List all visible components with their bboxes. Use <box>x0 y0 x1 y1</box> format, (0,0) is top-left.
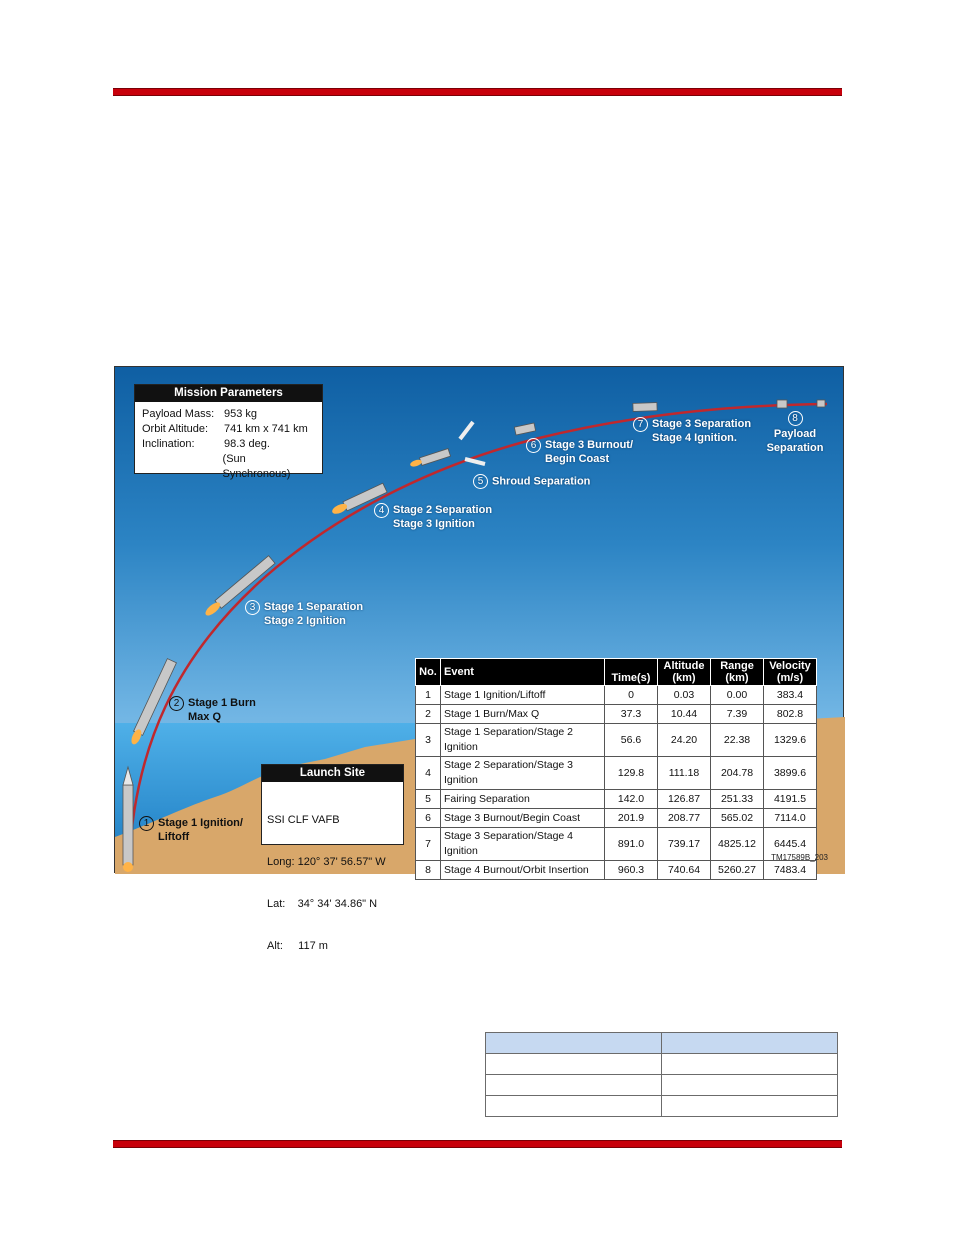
event-timeline-table <box>415 658 817 880</box>
cell-altitude: 208.77 <box>658 809 711 828</box>
table-row <box>416 705 817 724</box>
cell-no: 7 <box>416 828 441 861</box>
event-label-7: 7 Stage 3 Separation Stage 4 Ignition. <box>633 417 751 445</box>
cell-range: 565.02 <box>711 809 764 828</box>
table-cell <box>486 1096 662 1117</box>
table-row <box>416 809 817 828</box>
rocket-coast <box>514 423 535 435</box>
cell-altitude: 0.03 <box>658 686 711 705</box>
cell-altitude: 740.64 <box>658 861 711 880</box>
cell-altitude: 10.44 <box>658 705 711 724</box>
cell-velocity: 802.8 <box>764 705 817 724</box>
cell-time: 37.3 <box>605 705 658 724</box>
bottom-footer-bar <box>113 1140 842 1148</box>
cell-range: 4825.12 <box>711 828 764 861</box>
rocket-liftoff <box>123 767 133 872</box>
cell-range: 204.78 <box>711 757 764 790</box>
event-label-3: 3 Stage 1 Separation Stage 2 Ignition <box>245 600 363 628</box>
cell-event: Stage 4 Burnout/Orbit Insertion <box>441 861 605 880</box>
cell-no: 1 <box>416 686 441 705</box>
col-event: Event <box>441 659 605 686</box>
event-label-1: 1 Stage 1 Ignition/ Liftoff <box>139 816 243 844</box>
table-cell <box>662 1075 838 1096</box>
cell-time: 891.0 <box>605 828 658 861</box>
event-label-2: 2 Stage 1 Burn Max Q <box>169 696 256 724</box>
cell-no: 2 <box>416 705 441 724</box>
mission-row: (Sun Synchronous) <box>222 453 291 480</box>
cell-velocity: 3899.6 <box>764 757 817 790</box>
table-row <box>486 1096 838 1117</box>
table-cell <box>486 1075 662 1096</box>
col-altitude: Altitude (km) <box>658 659 711 686</box>
cell-velocity: 7483.4 <box>764 861 817 880</box>
figure-code: TM17589B_203 <box>771 853 828 862</box>
mission-parameters-title: Mission Parameters <box>135 385 322 402</box>
col-no: No. <box>416 659 441 686</box>
fairing-half-top <box>460 422 473 439</box>
rocket-shroud <box>409 449 450 469</box>
table-cell <box>662 1033 838 1054</box>
table-row <box>416 724 817 757</box>
launch-site-line: Lat: 34° 34' 34.86" N <box>267 898 378 910</box>
cell-no: 4 <box>416 757 441 790</box>
rocket-stage4 <box>633 403 657 412</box>
cell-velocity: 383.4 <box>764 686 817 705</box>
cell-velocity: 6445.4 <box>764 828 817 861</box>
table-row <box>486 1075 838 1096</box>
col-time: Time(s) <box>605 659 658 686</box>
col-velocity: Velocity (m/s) <box>764 659 817 686</box>
event-label-5: 5 Shroud Separation <box>473 474 590 489</box>
cell-range: 251.33 <box>711 790 764 809</box>
cell-velocity: 7114.0 <box>764 809 817 828</box>
cell-no: 5 <box>416 790 441 809</box>
cell-event: Stage 3 Separation/Stage 4 Ignition <box>441 828 605 861</box>
mission-row: Orbit Altitude: 741 km x 741 km <box>142 423 308 435</box>
event-label-4: 4 Stage 2 Separation Stage 3 Ignition <box>374 503 492 531</box>
table-row <box>416 686 817 705</box>
cell-event: Stage 1 Ignition/Liftoff <box>441 686 605 705</box>
table-cell <box>662 1054 838 1075</box>
table-header-row <box>486 1033 838 1054</box>
cell-event: Stage 1 Separation/Stage 2 Ignition <box>441 724 605 757</box>
cell-time: 201.9 <box>605 809 658 828</box>
cell-time: 129.8 <box>605 757 658 790</box>
cell-event: Stage 3 Burnout/Begin Coast <box>441 809 605 828</box>
cell-altitude: 24.20 <box>658 724 711 757</box>
table-row <box>486 1054 838 1075</box>
cell-range: 22.38 <box>711 724 764 757</box>
table-cell <box>662 1096 838 1117</box>
cell-no: 3 <box>416 724 441 757</box>
cell-event: Fairing Separation <box>441 790 605 809</box>
cell-velocity: 4191.5 <box>764 790 817 809</box>
cell-range: 5260.27 <box>711 861 764 880</box>
mission-parameters-box <box>134 384 323 480</box>
fairing-half-bottom <box>465 459 485 464</box>
table-row <box>416 790 817 809</box>
cell-event: Stage 2 Separation/Stage 3 Ignition <box>441 757 605 790</box>
launch-site-box <box>261 764 404 952</box>
cell-range: 0.00 <box>711 686 764 705</box>
cell-altitude: 739.17 <box>658 828 711 861</box>
launch-site-line: Alt: 117 m <box>267 940 328 952</box>
table-row <box>416 757 817 790</box>
cell-event: Stage 1 Burn/Max Q <box>441 705 605 724</box>
table-row <box>416 861 817 880</box>
cell-altitude: 126.87 <box>658 790 711 809</box>
cell-time: 142.0 <box>605 790 658 809</box>
launch-trajectory-figure <box>114 366 844 952</box>
cell-velocity: 1329.6 <box>764 724 817 757</box>
event-label-6: 6 Stage 3 Burnout/ Begin Coast <box>526 438 633 466</box>
table-cell <box>486 1054 662 1075</box>
cell-no: 6 <box>416 809 441 828</box>
empty-data-table <box>485 1032 838 1117</box>
table-row <box>416 828 817 861</box>
cell-time: 56.6 <box>605 724 658 757</box>
launch-site-line: SSI CLF VAFB <box>267 814 340 826</box>
launch-site-title: Launch Site <box>262 765 403 782</box>
event-label-8: 8 Payload Separation <box>766 413 824 454</box>
cell-time: 960.3 <box>605 861 658 880</box>
top-header-bar <box>113 88 842 96</box>
mission-row: Inclination: 98.3 deg. <box>142 438 270 450</box>
col-range: Range (km) <box>711 659 764 686</box>
mission-row: Payload Mass: 953 kg <box>142 408 258 420</box>
table-cell <box>486 1033 662 1054</box>
cell-altitude: 111.18 <box>658 757 711 790</box>
launch-site-line: Long: 120° 37' 56.57" W <box>267 856 386 868</box>
cell-time: 0 <box>605 686 658 705</box>
table-header-row <box>416 659 817 686</box>
cell-no: 8 <box>416 861 441 880</box>
cell-range: 7.39 <box>711 705 764 724</box>
